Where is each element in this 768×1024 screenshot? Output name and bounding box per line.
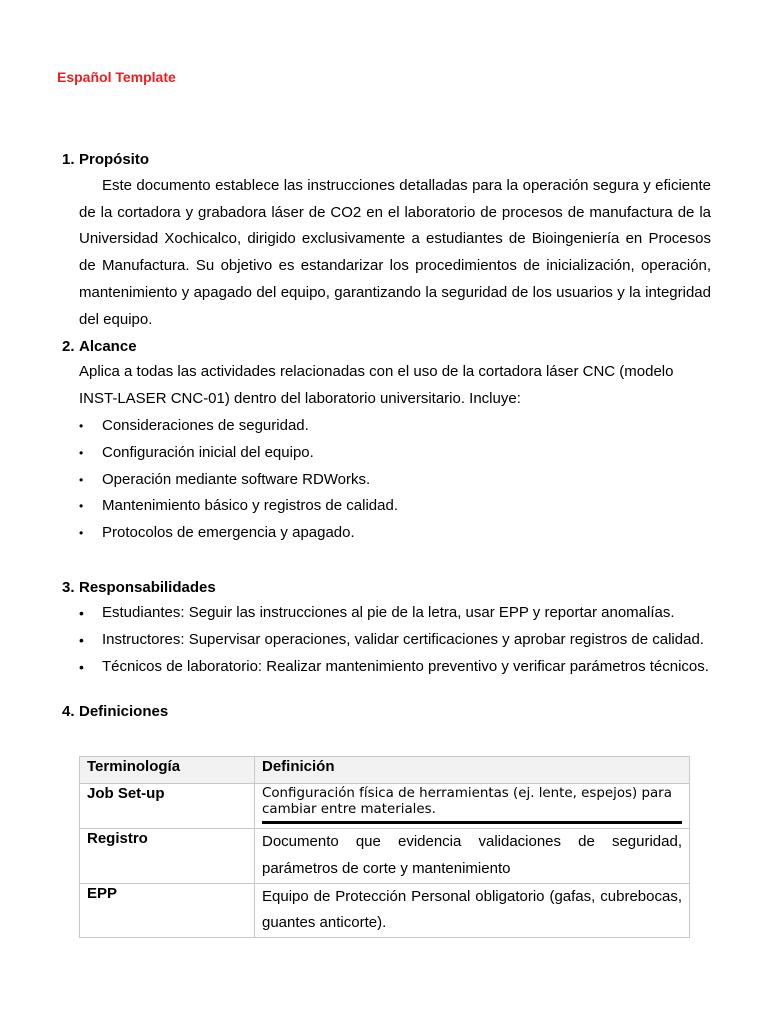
section-number: 3. <box>62 579 75 596</box>
table-row <box>80 883 690 938</box>
responsabilidades-list <box>79 600 709 680</box>
underline-rule <box>262 821 682 824</box>
term-cell: Registro <box>80 829 255 884</box>
table-header-row <box>80 757 690 784</box>
list-item: • Protocolos de emergencia y apagado. <box>79 520 398 547</box>
table-row <box>80 784 690 829</box>
section-heading-definiciones <box>62 702 168 722</box>
alcance-list <box>79 413 398 547</box>
section-title: Propósito <box>79 151 149 168</box>
list-item: • Consideraciones de seguridad. <box>79 413 398 440</box>
section-title: Alcance <box>79 338 137 355</box>
definitions-table <box>79 756 690 938</box>
bullet-icon: • <box>79 631 84 648</box>
bullet-icon: • <box>79 526 84 541</box>
definition-cell: Documento que evidencia validaciones de seguridad, parámetros de corte y mantenimiento <box>255 829 690 884</box>
section-body-alcance: Aplica a todas las actividades relacionadas con el uso de la cortadora láser CNC (modelo INST-LASER CNC-01) dentro del laboratorio universitario. Incluye: <box>79 363 674 407</box>
section-number: 1. <box>62 151 75 168</box>
definition-cell: Equipo de Protección Personal obligatorio (gafas, cubrebocas, guantes anticorte). <box>255 883 690 938</box>
term-cell: Job Set-up <box>80 784 255 829</box>
section-title: Responsabilidades <box>79 579 216 596</box>
column-header-definicion: Definición <box>255 757 690 784</box>
bullet-icon: • <box>79 445 84 460</box>
section-heading-responsabilidades <box>62 578 216 598</box>
bullet-icon: • <box>79 658 84 675</box>
bullet-icon: • <box>79 605 84 621</box>
list-item: • Operación mediante software RDWorks. <box>79 467 398 494</box>
definition-cell <box>255 784 690 829</box>
table-row <box>80 829 690 884</box>
section-number: 2. <box>62 338 75 355</box>
document-header-title: Español Template <box>57 69 176 85</box>
list-item: • Técnicos de laboratorio: Realizar mantenimiento preventivo y verificar parámetros técnicos. <box>79 654 709 681</box>
list-item: • Configuración inicial del equipo. <box>79 440 398 467</box>
definition-text: Configuración física de herramientas (ej. lente, espejos) para cambiar entre materiales. <box>262 786 672 817</box>
list-item: • Instructores: Supervisar operaciones, validar certificaciones y aprobar registros de calidad. <box>79 627 709 654</box>
list-item: • Estudiantes: Seguir las instrucciones al pie de la letra, usar EPP y reportar anomalías. <box>79 600 709 627</box>
section-number: 4. <box>62 703 75 720</box>
term-cell: EPP <box>80 883 255 938</box>
section-heading-alcance <box>62 337 137 357</box>
section-heading-proposito <box>62 150 149 170</box>
list-item: • Mantenimiento básico y registros de calidad. <box>79 493 398 520</box>
section-title: Definiciones <box>79 703 169 720</box>
bullet-icon: • <box>79 419 84 433</box>
bullet-icon: • <box>79 499 84 514</box>
bullet-icon: • <box>79 472 84 487</box>
column-header-terminologia: Terminología <box>80 757 255 784</box>
section-body-proposito: Este documento establece las instrucciones detalladas para la operación segura y eficiente de la cortadora y grabadora láser de CO2 en el laboratorio de procesos de manufactura de la Universidad Xochicalco, dirigido exclusivamente a estudiantes de Bioingeniería en Procesos de Manufactura. Su objetivo es estandarizar los procedimientos de inicialización, operación, mantenimiento y apagado del equipo, garantizando la seguridad de los usuarios y la integridad del equipo. <box>79 177 711 328</box>
